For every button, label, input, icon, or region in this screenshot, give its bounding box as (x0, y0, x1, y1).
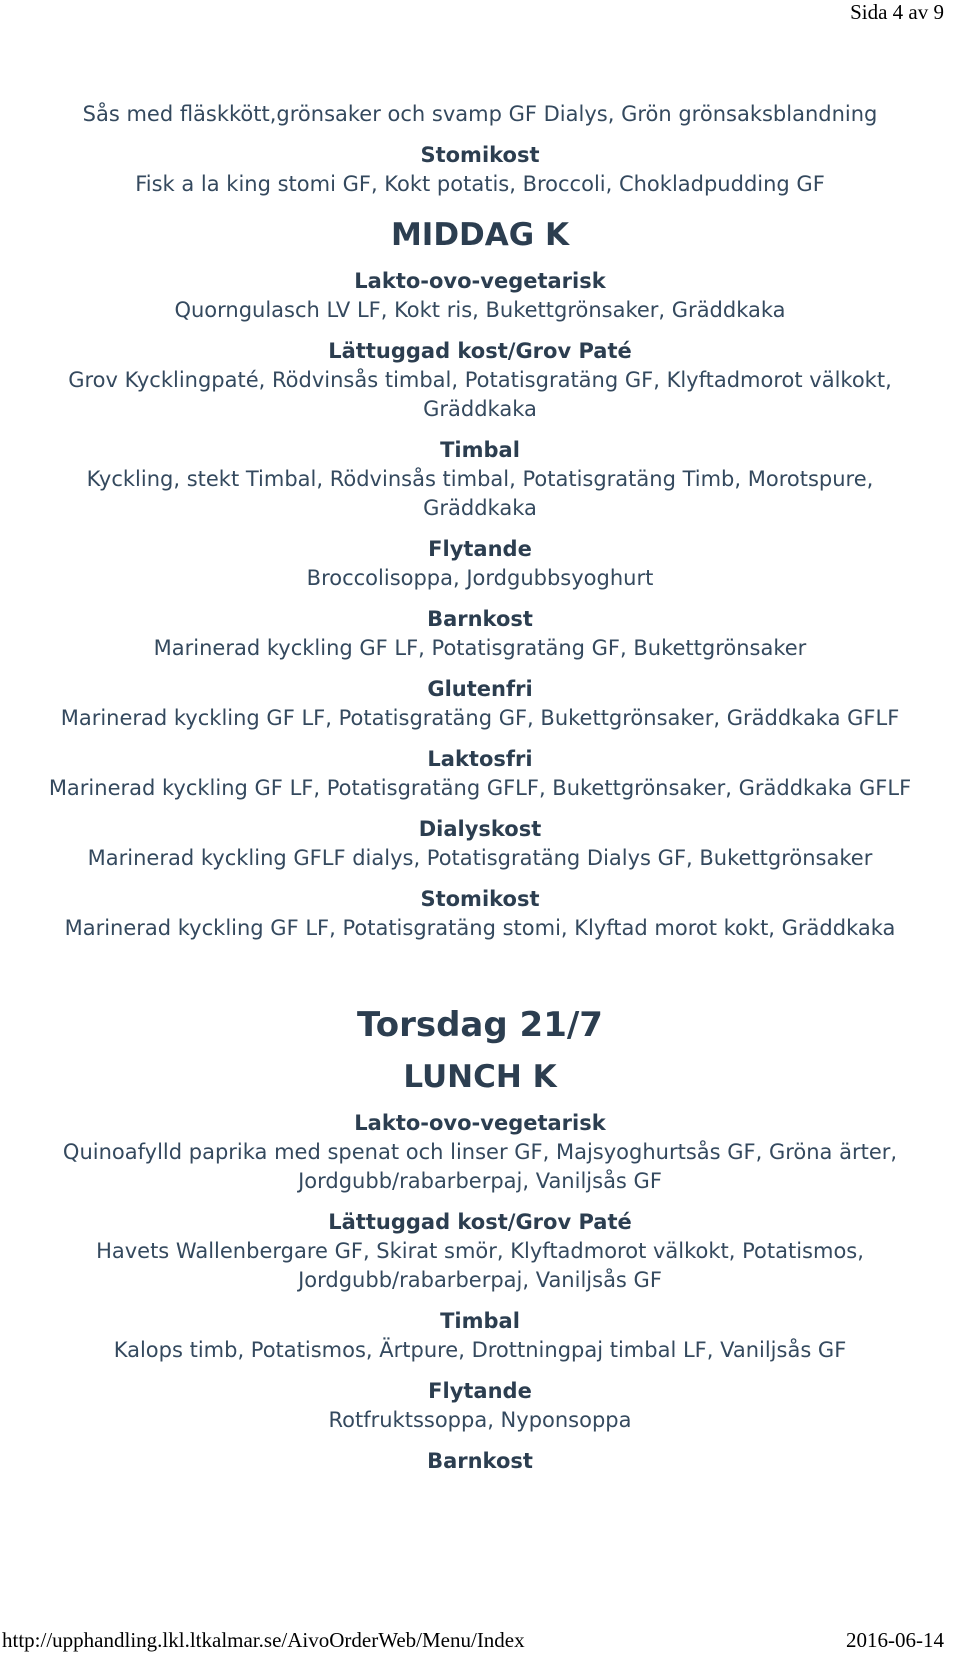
menu-line: Havets Wallenbergare GF, Skirat smör, Klyftadmorot välkokt, Potatismos, (96, 1239, 864, 1263)
menu-item (0, 815, 960, 873)
diet-category: Dialyskost (418, 817, 542, 841)
menu-line: Marinerad kyckling GFLF dialys, Potatisgratäng Dialys GF, Bukettgrönsaker (87, 846, 873, 870)
menu-line: Kalops timb, Potatismos, Ärtpure, Drottningpaj timbal LF, Vaniljsås GF (113, 1338, 847, 1362)
diet-category: Flytande (428, 1379, 532, 1403)
menu-item (0, 1377, 960, 1435)
menu-item (0, 745, 960, 803)
diet-category: Barnkost (427, 607, 533, 631)
menu-content (0, 100, 960, 1476)
menu-line: Fisk a la king stomi GF, Kokt potatis, Broccoli, Chokladpudding GF (135, 172, 825, 196)
menu-line: Quorngulasch LV LF, Kokt ris, Bukettgrönsaker, Gräddkaka (174, 298, 786, 322)
diet-category: Flytande (428, 537, 532, 561)
menu-line: Marinerad kyckling GF LF, Potatisgratäng GF, Bukettgrönsaker, Gräddkaka GFLF (60, 706, 900, 730)
menu-item (0, 1307, 960, 1365)
menu-line: Marinerad kyckling GF LF, Potatisgratäng GF, Bukettgrönsaker (153, 636, 807, 660)
menu-line: Sås med fläskkött,grönsaker och svamp GF Dialys, Grön grönsaksblandning (82, 102, 878, 126)
menu-item (0, 885, 960, 943)
diet-category: Lakto-ovo-vegetarisk (354, 1111, 606, 1135)
menu-line: Rotfruktssoppa, Nyponsoppa (328, 1408, 632, 1432)
diet-category: Lakto-ovo-vegetarisk (354, 269, 606, 293)
menu-line: Marinerad kyckling GF LF, Potatisgratäng GFLF, Bukettgrönsaker, Gräddkaka GFLF (48, 776, 912, 800)
page-footer (0, 1626, 960, 1654)
menu-item (0, 337, 960, 424)
diet-category: Lättuggad kost/Grov Paté (328, 1210, 632, 1234)
menu-item (0, 1109, 960, 1196)
footer-url: http://upphandling.lkl.ltkalmar.se/AivoOrderWeb/Menu/Index (2, 1628, 525, 1652)
day-title: Torsdag 21/7 (357, 1005, 603, 1045)
menu-item (0, 1208, 960, 1295)
menu-item (0, 1447, 960, 1476)
menu-item (0, 436, 960, 523)
menu-line: Gräddkaka (423, 496, 537, 520)
menu-line: Jordgubb/rabarberpaj, Vaniljsås GF (298, 1268, 662, 1292)
menu-line: Grov Kycklingpaté, Rödvinsås timbal, Potatisgratäng GF, Klyftadmorot välkokt, (68, 368, 892, 392)
meal-title-middag: MIDDAG K (390, 217, 570, 253)
meal-title-lunch: LUNCH K (403, 1059, 557, 1095)
menu-line: Broccolisoppa, Jordgubbsyoghurt (306, 566, 654, 590)
menu-item (0, 605, 960, 663)
diet-category: Glutenfri (427, 677, 533, 701)
middag-list (0, 267, 960, 943)
diet-category: Timbal (440, 1309, 520, 1333)
diet-category: Lättuggad kost/Grov Paté (328, 339, 632, 363)
page-counter: Sida 4 av 9 (850, 0, 944, 24)
menu-line: Jordgubb/rabarberpaj, Vaniljsås GF (298, 1169, 662, 1193)
menu-line: Quinoafylld paprika med spenat och linser GF, Majsyoghurtsås GF, Gröna ärter, (62, 1140, 898, 1164)
diet-category: Barnkost (427, 1449, 533, 1473)
diet-category: Stomikost (420, 887, 540, 911)
menu-line: Kyckling, stekt Timbal, Rödvinsås timbal, Potatisgratäng Timb, Morotspure, (86, 467, 874, 491)
diet-category: Laktosfri (427, 747, 533, 771)
diet-category: Timbal (440, 438, 520, 462)
menu-item (0, 267, 960, 325)
diet-category: Stomikost (420, 143, 540, 167)
footer-date: 2016-06-14 (846, 1628, 944, 1652)
menu-line: Marinerad kyckling GF LF, Potatisgratäng stomi, Klyftad morot kokt, Gräddkaka (64, 916, 896, 940)
menu-item (0, 535, 960, 593)
lunch-list (0, 1109, 960, 1476)
menu-item (0, 675, 960, 733)
menu-line: Gräddkaka (423, 397, 537, 421)
